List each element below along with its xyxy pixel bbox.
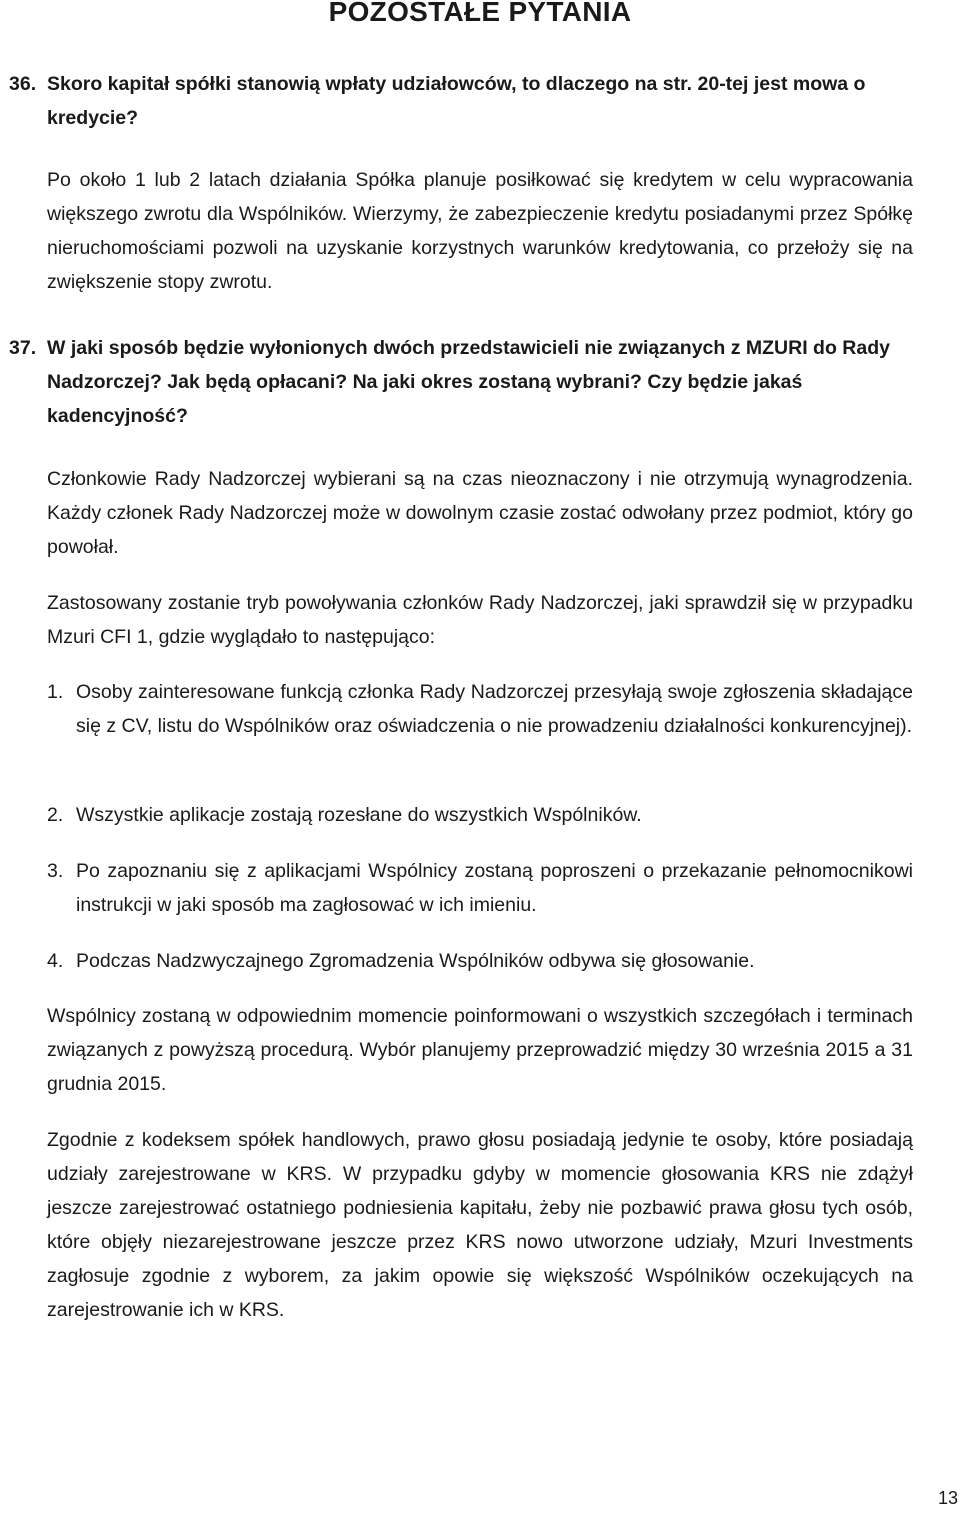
list-marker: 1.: [47, 681, 64, 703]
question-37: [9, 331, 913, 433]
list-marker: 2.: [47, 804, 64, 826]
list-item-text: Po zapoznaniu się z aplikacjami Wspólnicy zostaną poproszeni o przekazanie pełnomocnikowi instrukcji w jaki sposób ma zagłosować w ich imieniu.: [76, 860, 913, 916]
question-number: 37.: [9, 337, 37, 359]
answer-37-paragraph-4: Zgodnie z kodeksem spółek handlowych, prawo głosu posiadają jedynie te osoby, które posiadają udziały zarejestrowane w KRS. W przypadku gdyby w momencie głosowania KRS nie zdążył jeszcze zarejestrować ostatniego podniesienia kapitału, żeby nie pozbawić prawa głosu tych osób, które objęły niezarejestrowane jeszcze przez KRS nowo utworzone udziały, Mzuri Investments zagłosuje zgodnie z wyborem, za jakim opowie się większość Wspólników oczekujących na zarejestrowanie ich w KRS.: [47, 1129, 913, 1321]
list-item: [47, 675, 913, 743]
list-marker: 3.: [47, 860, 64, 882]
question-number: 36.: [9, 73, 37, 95]
answer-37-paragraph-1: Członkowie Rady Nadzorczej wybierani są na czas nieoznaczony i nie otrzymują wynagrodzenia. Każdy członek Rady Nadzorczej może w dowolnym czasie zostać odwołany przez podmiot, który go powołał.: [47, 468, 913, 558]
list-marker: 4.: [47, 950, 64, 972]
answer-text: Po około 1 lub 2 latach działania Spółka planuje posiłkować się kredytem w celu wypracowania większego zwrotu dla Wspólników. Wierzymy, że zabezpieczenie kredytu posiadanymi przez Spółkę nieruchomościami pozwoli na uzyskanie korzystnych warunków kredytowania, co przełoży się na zwiększenie stopy zwrotu.: [47, 169, 913, 293]
list-item-text: Podczas Nadzwyczajnego Zgromadzenia Wspólników odbywa się głosowanie.: [76, 950, 755, 972]
page-title: POZOSTAŁE PYTANIA: [328, 0, 632, 27]
list-item-text: Osoby zainteresowane funkcją członka Rady Nadzorczej przesyłają swoje zgłoszenia składające się z CV, listu do Wspólników oraz oświadczenia o nie prowadzeniu działalności konkurencyjnej).: [76, 681, 913, 737]
question-36: [9, 67, 913, 135]
answer-36: [47, 163, 913, 299]
list-item-text: Wszystkie aplikacje zostają rozesłane do wszystkich Wspólników.: [76, 804, 642, 826]
answer-37-paragraph-3: Wspólnicy zostaną w odpowiednim momencie poinformowani o wszystkich szczegółach i terminach związanych z powyższą procedurą. Wybór planujemy przeprowadzić między 30 września 2015 a 31 grudnia 2015.: [47, 1005, 913, 1095]
question-text: Skoro kapitał spółki stanowią wpłaty udziałowców, to dlaczego na str. 20-tej jest mowa o kredycie?: [47, 73, 866, 129]
question-text: W jaki sposób będzie wyłonionych dwóch przedstawicieli nie związanych z MZURI do Rady Nadzorczej? Jak będą opłacani? Na jaki okres zostaną wybrani? Czy będzie jakaś kadencyjność?: [47, 337, 890, 427]
list-item: [47, 798, 913, 832]
answer-37-paragraph-2: Zastosowany zostanie tryb powoływania członków Rady Nadzorczej, jaki sprawdził się w przypadku Mzuri CFI 1, gdzie wyglądało to następująco:: [47, 592, 913, 648]
page-number: 13: [937, 1488, 958, 1508]
list-item: [47, 944, 913, 978]
list-item: [47, 854, 913, 922]
